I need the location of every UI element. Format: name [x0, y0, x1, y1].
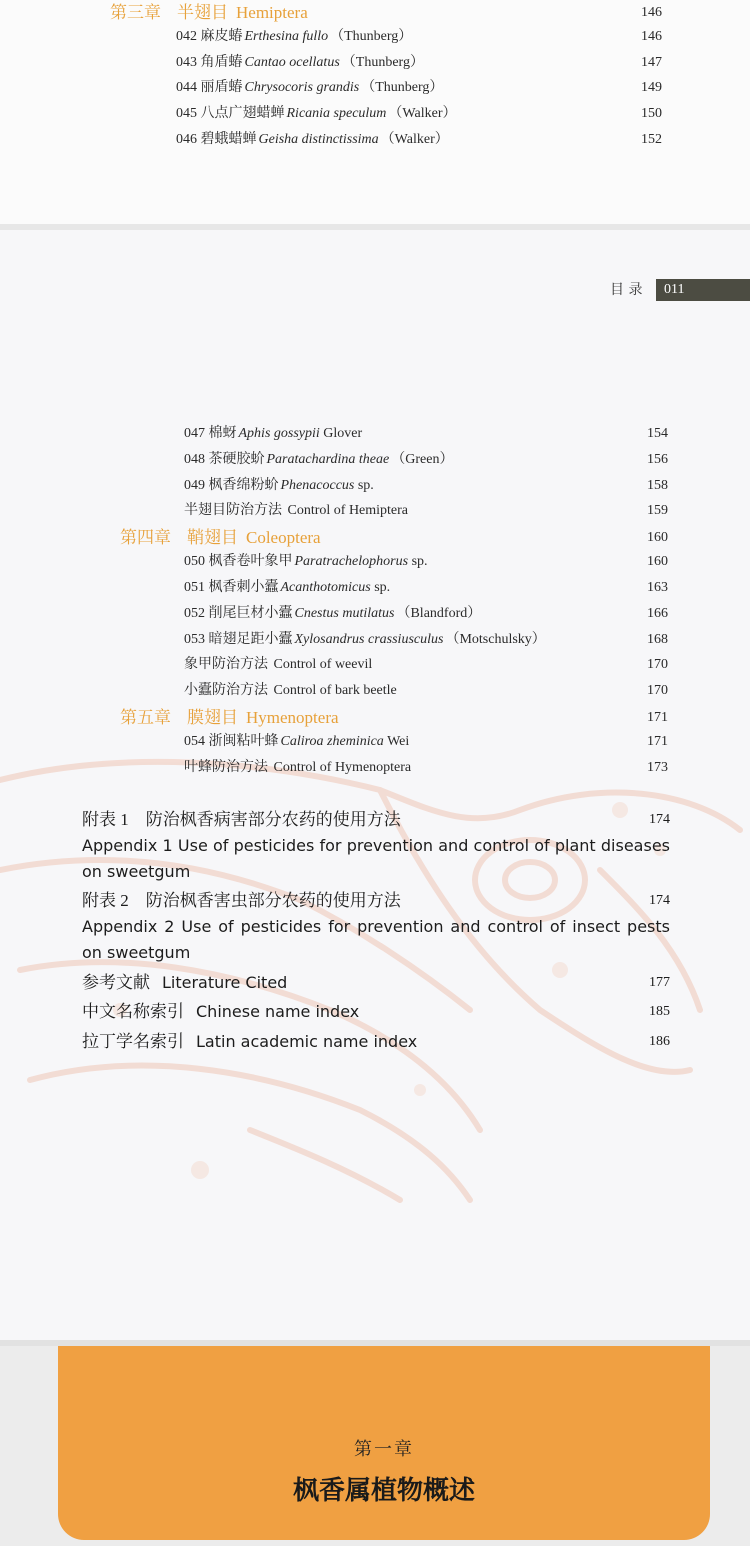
- page-number: 171: [647, 710, 668, 725]
- toc-literature-cited[interactable]: [82, 970, 670, 996]
- toc-chapter-5[interactable]: [0, 705, 750, 731]
- page-number: 177: [649, 975, 670, 990]
- entry-sci: Phenacoccus: [280, 478, 355, 493]
- entry-cn: 043 角盾蝽: [176, 55, 243, 70]
- toc-entry[interactable]: [0, 50, 750, 76]
- appendix-en-title: Appendix 2 Use of pesticides for prevention and control of insect pests on sweetgum: [82, 917, 670, 962]
- entry-cn: 048 茶硬胶蚧: [184, 452, 265, 467]
- item-en-title: Latin academic name index: [196, 1032, 418, 1051]
- entry-author: （Blandford）: [396, 606, 482, 621]
- entry-author: sp.: [411, 554, 428, 569]
- toc-entry[interactable]: [0, 498, 750, 524]
- page-number: 186: [649, 1034, 670, 1049]
- chapter-number: 第五章: [120, 708, 171, 727]
- entry-author: （Walker）: [388, 106, 457, 121]
- entry-sci: Ricania speculum: [286, 106, 387, 121]
- entry-en: Control of weevil: [273, 657, 373, 672]
- entry-cn: 044 丽盾蝽: [176, 80, 243, 95]
- entry-author: Wei: [387, 734, 410, 749]
- item-cn-title: 参考文献: [82, 973, 150, 992]
- chapter-cn-title: 半翅目: [177, 3, 228, 22]
- toc-entry[interactable]: [0, 601, 750, 627]
- page-number: 168: [647, 632, 668, 647]
- toc-entry[interactable]: [0, 127, 750, 153]
- toc-appendix-2[interactable]: [82, 888, 670, 966]
- page-number: 166: [647, 606, 668, 621]
- entry-cn: 046 碧蛾蜡蝉: [176, 132, 257, 147]
- entry-sci: Cnestus mutilatus: [294, 606, 395, 621]
- entry-cn: 054 浙闽粘叶蜂: [184, 734, 279, 749]
- appendix-cn-title: 附表 1 防治枫香病害部分农药的使用方法: [82, 810, 401, 829]
- page-number: 147: [641, 55, 662, 70]
- header-page-number: 011: [664, 282, 685, 297]
- page-number: 163: [647, 580, 668, 595]
- toc-chapter-4[interactable]: [0, 525, 750, 551]
- entry-author: （Motschulsky）: [445, 632, 546, 647]
- entry-sci: Acanthotomicus: [280, 580, 371, 595]
- entry-sci: Chrysocoris grandis: [244, 80, 360, 95]
- entry-en: Control of Hemiptera: [287, 503, 409, 518]
- entry-en: Control of Hymenoptera: [273, 760, 412, 775]
- entry-cn: 象甲防治方法: [184, 657, 268, 672]
- item-en-title: Chinese name index: [196, 1002, 360, 1021]
- toc-entry[interactable]: [0, 678, 750, 704]
- toc-entry[interactable]: [0, 24, 750, 50]
- toc-chapter-3[interactable]: [0, 0, 750, 26]
- toc-entry[interactable]: [0, 75, 750, 101]
- entry-cn: 小蠹防治方法: [184, 683, 268, 698]
- toc-entry[interactable]: [0, 421, 750, 447]
- chapter-number: 第四章: [120, 528, 171, 547]
- entry-cn: 半翅目防治方法: [184, 503, 282, 518]
- page-number: 146: [641, 5, 662, 20]
- entry-cn: 050 枫香卷叶象甲: [184, 554, 293, 569]
- page-number: 174: [649, 893, 670, 908]
- entry-author: （Green）: [391, 452, 454, 467]
- toc-entry[interactable]: [0, 729, 750, 755]
- entry-cn: 051 枫香刺小蠹: [184, 580, 279, 595]
- toc-entry[interactable]: [0, 575, 750, 601]
- entry-cn: 047 棉蚜: [184, 426, 237, 441]
- page-number: 146: [641, 29, 662, 44]
- page-number: 156: [647, 452, 668, 467]
- chapter-title: 枫香属植物概述: [292, 1476, 475, 1506]
- toc-entry[interactable]: [0, 549, 750, 575]
- page-number: 170: [647, 683, 668, 698]
- entry-sci: Xylosandrus crassiusculus: [294, 632, 444, 647]
- entry-author: （Walker）: [380, 132, 449, 147]
- toc-entry[interactable]: [0, 447, 750, 473]
- page-number: 185: [649, 1004, 670, 1019]
- toc-entry[interactable]: [0, 652, 750, 678]
- entry-author: Glover: [323, 426, 363, 441]
- page-number: 149: [641, 80, 662, 95]
- toc-appendix-1[interactable]: [82, 807, 670, 885]
- chapter-en-title: Hymenoptera: [246, 708, 339, 727]
- chapter-en-title: Coleoptera: [246, 528, 321, 547]
- toc-latin-index[interactable]: [82, 1029, 670, 1055]
- page-number: 170: [647, 657, 668, 672]
- entry-sci: Aphis gossypii: [238, 426, 320, 441]
- entry-author: （Thunberg）: [330, 29, 413, 44]
- toc-chinese-index[interactable]: [82, 999, 670, 1025]
- entry-sci: Paratachardina theae: [266, 452, 390, 467]
- entry-sci: Caliroa zheminica: [280, 734, 384, 749]
- item-cn-title: 拉丁学名索引: [82, 1032, 184, 1051]
- chapter-cn-title: 膜翅目: [187, 708, 238, 727]
- toc-entry[interactable]: [0, 627, 750, 653]
- toc-entry[interactable]: [0, 755, 750, 781]
- entry-cn: 053 暗翅足距小蠹: [184, 632, 293, 647]
- entry-cn: 042 麻皮蝽: [176, 29, 243, 44]
- page-number: 160: [647, 554, 668, 569]
- entry-cn: 叶蜂防治方法: [184, 760, 268, 775]
- entry-cn: 045 八点广翅蜡蝉: [176, 106, 285, 121]
- entry-cn: 049 枫香绵粉蚧: [184, 478, 279, 493]
- entry-sci: Cantao ocellatus: [244, 55, 340, 70]
- item-en-title: Literature Cited: [162, 973, 288, 992]
- entry-sci: Erthesina fullo: [244, 29, 329, 44]
- running-header-label: 目 录: [610, 282, 643, 298]
- toc-entry[interactable]: [0, 473, 750, 499]
- item-cn-title: 中文名称索引: [82, 1002, 184, 1021]
- entry-author: （Thunberg）: [341, 55, 424, 70]
- entry-author: sp.: [357, 478, 374, 493]
- page-number: 171: [647, 734, 668, 749]
- chapter-en-title: Hemiptera: [236, 3, 308, 22]
- entry-sci: Geisha distinctissima: [258, 132, 379, 147]
- page-number: 160: [647, 530, 668, 545]
- toc-entry[interactable]: [0, 101, 750, 127]
- page-number: 159: [647, 503, 668, 518]
- entry-author: （Thunberg）: [361, 80, 444, 95]
- chapter-cn-title: 鞘翅目: [187, 528, 238, 547]
- page-number: 174: [649, 812, 670, 827]
- entry-author: sp.: [374, 580, 391, 595]
- page-number: 173: [647, 760, 668, 775]
- chapter-number: 第三章: [110, 3, 161, 22]
- entry-cn: 052 削尾巨材小蠹: [184, 606, 293, 621]
- page-number: 154: [647, 426, 668, 441]
- page-number: 152: [641, 132, 662, 147]
- appendix-cn-title: 附表 2 防治枫香害虫部分农药的使用方法: [82, 891, 401, 910]
- chapter-label: 第一章: [354, 1439, 414, 1459]
- entry-en: Control of bark beetle: [273, 683, 397, 698]
- page-number: 150: [641, 106, 662, 121]
- entry-sci: Paratrachelophorus: [294, 554, 409, 569]
- page-number: 158: [647, 478, 668, 493]
- appendix-en-title: Appendix 1 Use of pesticides for prevention and control of plant diseases on sweetgum: [82, 836, 670, 881]
